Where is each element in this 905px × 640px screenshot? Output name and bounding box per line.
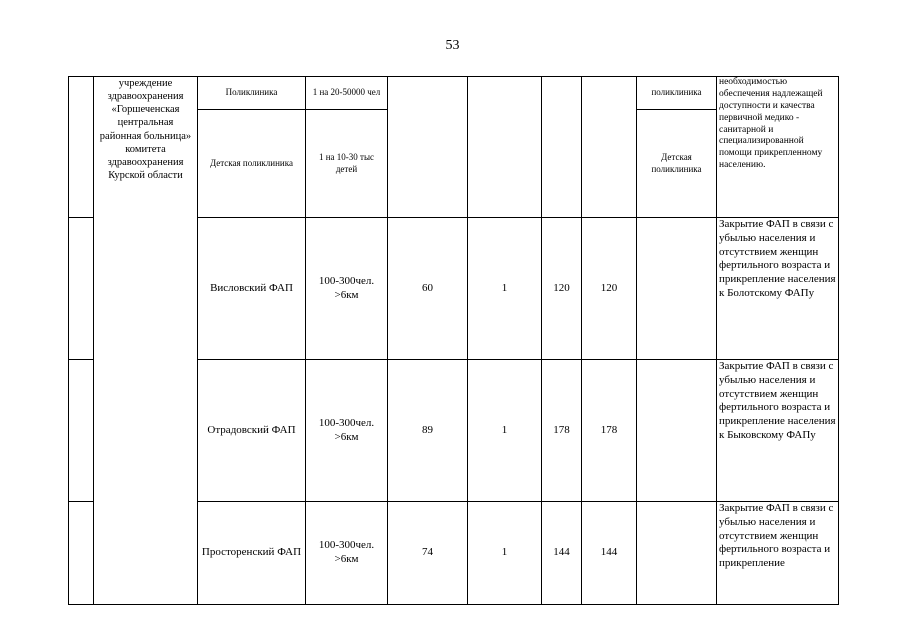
facility-cell: Поликлиника: [198, 77, 306, 110]
value1-cell: 178: [542, 360, 582, 502]
facility-cell: Висловский ФАП: [198, 218, 306, 360]
population-cell: 74: [388, 502, 468, 605]
target-cell: [637, 502, 717, 605]
population-cell: 60: [388, 218, 468, 360]
population-cell: 89: [388, 360, 468, 502]
row-number-cell: [69, 502, 94, 605]
facility-cell: Просторенский ФАП: [198, 502, 306, 605]
norm-cell: 100-300чел. >6км: [306, 502, 388, 605]
row-number-cell: [69, 77, 94, 218]
facility-cell: Отрадовский ФАП: [198, 360, 306, 502]
norm-cell: 1 на 10-30 тыс детей: [306, 110, 388, 218]
institution-text: учреждение здравоохранения «Горшеченская центральная районная больница» комитета здравоохранения Курской области: [99, 78, 192, 181]
value2-cell: 120: [582, 218, 637, 360]
row-number-cell: [69, 218, 94, 360]
norm-cell: 1 на 20-50000 чел: [306, 77, 388, 110]
note-cell: Закрытие ФАП в связи с убылью населения и отсутствием женщин фертильного возраста и прикрепление: [717, 502, 839, 605]
count-cell: 1: [468, 360, 542, 502]
value2-cell: [582, 77, 637, 218]
norm-cell: 100-300чел. >6км: [306, 360, 388, 502]
count-cell: 1: [468, 502, 542, 605]
note-cell: необходимостью обеспечения надлежащей доступности и качества первичной медико - санитарной и специализированной помощи прикрепленному населению.: [717, 77, 839, 218]
row-number-cell: [69, 360, 94, 502]
target-cell: [637, 218, 717, 360]
target-cell: Детская поликлиника: [637, 110, 717, 218]
value1-cell: 120: [542, 218, 582, 360]
population-cell: [388, 77, 468, 218]
facility-cell: Детская поликлиника: [198, 110, 306, 218]
value2-cell: 178: [582, 360, 637, 502]
note-cell: Закрытие ФАП в связи с убылью населения и отсутствием женщин фертильного возраста и прикрепление населения к Болотскому ФАПу: [717, 218, 839, 360]
institution-cell: [94, 77, 198, 605]
page-number: 53: [445, 38, 460, 53]
facilities-table: [68, 76, 839, 605]
norm-cell: 100-300чел. >6км: [306, 218, 388, 360]
value2-cell: 144: [582, 502, 637, 605]
note-cell: Закрытие ФАП в связи с убылью населения и отсутствием женщин фертильного возраста и прикрепление населения к Быковскому ФАПу: [717, 360, 839, 502]
value1-cell: [542, 77, 582, 218]
count-cell: 1: [468, 218, 542, 360]
target-cell: поликлиника: [637, 77, 717, 110]
count-cell: [468, 77, 542, 218]
value1-cell: 144: [542, 502, 582, 605]
target-cell: [637, 360, 717, 502]
table-row: [69, 77, 839, 110]
